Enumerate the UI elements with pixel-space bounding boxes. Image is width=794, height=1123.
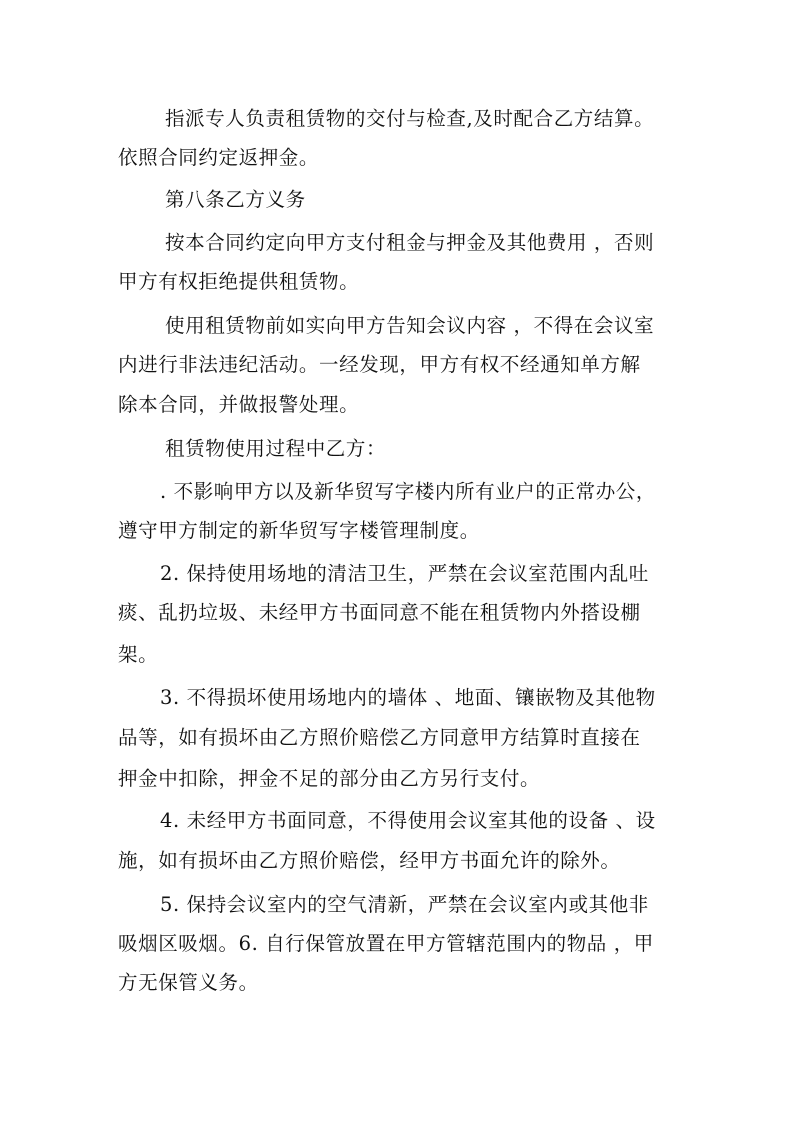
text-line: 使用租赁物前如实向甲方告知会议内容 ，不得在会议室 <box>165 314 655 337</box>
text-line: 指派专人负责租赁物的交付与检查,及时配合乙方结算。 <box>165 107 655 130</box>
text-line: 甲方有权拒绝提供租赁物。 <box>118 270 360 293</box>
text-line: 方无保管义务。 <box>118 971 259 994</box>
text-line: 痰、乱扔垃圾、未经甲方书面同意不能在租赁物内外搭设棚 <box>118 601 641 624</box>
text-line: 遵守甲方制定的新华贸写字楼管理制度。 <box>118 519 480 542</box>
text-line: 架。 <box>118 643 159 666</box>
text-line: 内进行非法违纪活动。一经发现，甲方有权不经通知单方解 <box>118 353 641 376</box>
text-line: 施，如有损坏由乙方照价赔偿，经甲方书面允许的除外。 <box>118 849 621 872</box>
text-line: 吸烟区吸烟。6. 自行保管放置在甲方管辖范围内的物品 ，甲 <box>118 932 654 955</box>
text-line: 押金中扣除，押金不足的部分由乙方另行支付。 <box>118 767 541 790</box>
list-item: 3. 不得损坏使用场地内的墙体 、地面、镶嵌物及其他物 <box>160 686 656 709</box>
list-item: 5. 保持会议室内的空气清新，严禁在会议室内或其他非 <box>160 893 649 916</box>
list-item: 4. 未经甲方书面同意，不得使用会议室其他的设备 、设 <box>160 809 656 832</box>
text-line: 品等，如有损坏由乙方照价赔偿乙方同意甲方结算时直接在 <box>118 726 641 749</box>
section-heading: 第八条乙方义务 <box>165 188 306 211</box>
text-line: 租赁物使用过程中乙方： <box>165 437 387 460</box>
list-item: 2. 保持使用场地的清洁卫生，严禁在会议室范围内乱吐 <box>160 562 649 585</box>
list-item: . 不影响甲方以及新华贸写字楼内所有业户的正常办公， <box>160 480 656 503</box>
text-line: 依照合同约定返押金。 <box>118 146 320 169</box>
text-line: 除本合同，并做报警处理。 <box>118 393 360 416</box>
text-line: 按本合同约定向甲方支付租金与押金及其他费用 ，否则 <box>165 231 655 254</box>
